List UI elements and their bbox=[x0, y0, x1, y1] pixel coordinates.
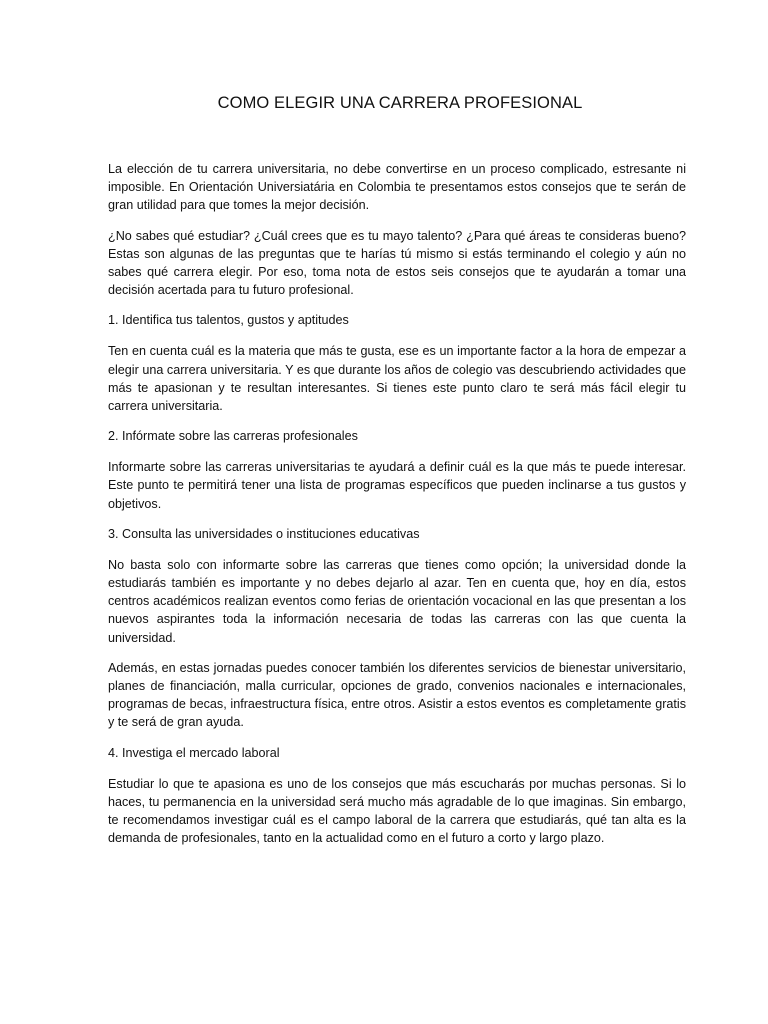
intro-paragraph-2: ¿No sabes qué estudiar? ¿Cuál crees que es tu mayo talento? ¿Para qué áreas te consideras bueno? Estas son algunas de las preguntas que te harías tú mismo si estás terminando el colegio y aún no sabes qué carrera elegir. Por eso, toma nota de estos seis consejos que te ayudarán a tomar una decisión acertada para tu futuro profesional. bbox=[108, 228, 686, 298]
section-1-heading: 1. Identifica tus talentos, gustos y aptitudes bbox=[108, 313, 349, 328]
section-2-paragraph: Informarte sobre las carreras universitarias te ayudará a definir cuál es la que más te puede interesar. Este punto te permitirá tener una lista de programas específicos que pueden inclinarse a tus gustos y objetivos. bbox=[108, 460, 686, 511]
section-2-heading: 2. Infórmate sobre las carreras profesionales bbox=[108, 429, 358, 444]
intro-paragraph-1: La elección de tu carrera universitaria, no debe convertirse en un proceso complicado, estresante ni imposible. En Orientación Universiatária en Colombia te presentamos estos consejos que te serán de gran utilidad para que tomes la mejor decisión. bbox=[108, 162, 686, 213]
section-3-paragraph-2: Además, en estas jornadas puedes conocer también los diferentes servicios de bienestar universitario, planes de financiación, malla curricular, opciones de grado, convenios nacionales e internacionales, programas de becas, infraestructura física, entre otros. Asistir a estos eventos es completamente gratis y te será de gran ayuda. bbox=[108, 660, 686, 730]
section-4-heading: 4. Investiga el mercado laboral bbox=[108, 745, 280, 760]
document-title: COMO ELEGIR UNA CARRERA PROFESIONAL bbox=[217, 94, 583, 112]
section-3-heading: 3. Consulta las universidades o instituciones educativas bbox=[108, 526, 420, 541]
section-4-paragraph: Estudiar lo que te apasiona es uno de los consejos que más escucharás por muchas personas. Si lo haces, tu permanencia en la universidad será mucho más agradable de lo que imaginas. Sin embargo, te recomendamos investigar cuál es el campo laboral de la carrera que estudiarás, qué tan alta es la demanda de profesionales, tanto en la actualidad como en el futuro a corto y largo plazo. bbox=[108, 776, 686, 846]
section-3-paragraph-1: No basta solo con informarte sobre las carreras que tienes como opción; la universidad donde la estudiarás también es importante y no debes dejarlo al azar. Ten en cuenta que, hoy en día, estos centros académicos realizan eventos como ferias de orientación vocacional en las que presentan a los nuevos aspirantes toda la información necesaria de todas las carreras con las que cuenta la universidad. bbox=[108, 557, 686, 645]
section-1-paragraph: Ten en cuenta cuál es la materia que más te gusta, ese es un importante factor a la hora de empezar a elegir una carrera universitaria. Y es que durante los años de colegio vas descubriendo actividades que más te apasionan y te resultan interesantes. Si tienes este punto claro te será más fácil elegir tu carrera universitaria. bbox=[108, 344, 686, 414]
